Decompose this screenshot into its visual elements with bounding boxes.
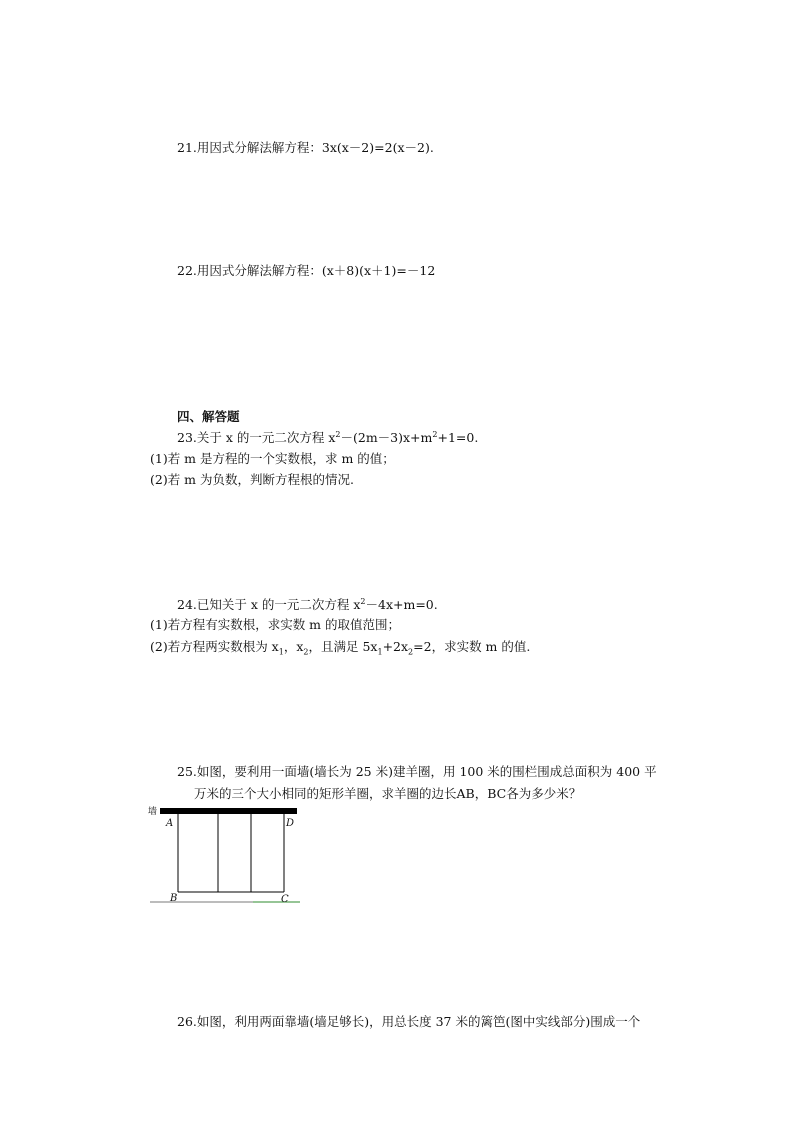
question-21: 21.用因式分解法解方程：3x(x－2)=2(x－2). <box>177 140 434 155</box>
section-heading: 四、解答题 <box>177 409 240 424</box>
question-23-part1: (1)若 m 是方程的一个实数根，求 m 的值； <box>150 451 395 466</box>
figure-wall <box>160 808 297 814</box>
question-24-part1: (1)若方程有实数根，求实数 m 的取值范围； <box>150 617 401 632</box>
question-22: 22.用因式分解法解方程：(x＋8)(x＋1)=－12 <box>177 263 436 278</box>
question-26-line1: 26.如图，利用两面靠墙(墙足够长)，用总长度 37 米的篱笆(图中实线部分)围成一个 <box>177 1014 641 1029</box>
figure-label-b: B <box>170 893 178 904</box>
question-25-line2: 万米的三个大小相同的矩形羊圈，求羊圈的边长AB，BC各为多少米？ <box>194 786 582 801</box>
figure-wall-label: 墙 <box>148 807 158 817</box>
figure-label-d: D <box>286 818 295 829</box>
question-23-stem: 23.关于 x 的一元二次方程 $x^2-(2m-3)x+m^2+1=0$. <box>177 429 479 445</box>
figure-label-c: C <box>281 894 289 905</box>
question-24-stem: 24.已知关于 x 的一元二次方程 $x^2-4x+m=0$. <box>177 596 438 612</box>
figure-label-a: A <box>166 818 174 829</box>
question-23-part2: (2)若 m 为负数，判断方程根的情况. <box>150 472 354 487</box>
question-24-part2: (2)若方程两实数根为 $x_1$，$x_2$，且满足 $5x_1+2x_2=2$，求实数 m 的值. <box>150 639 531 657</box>
pen-figure <box>148 804 308 908</box>
question-25-line1: 25.如图，要利用一面墙(墙长为 25 米)建羊圈，用 100 米的围栏围成总面积为 400 平 <box>177 764 657 779</box>
